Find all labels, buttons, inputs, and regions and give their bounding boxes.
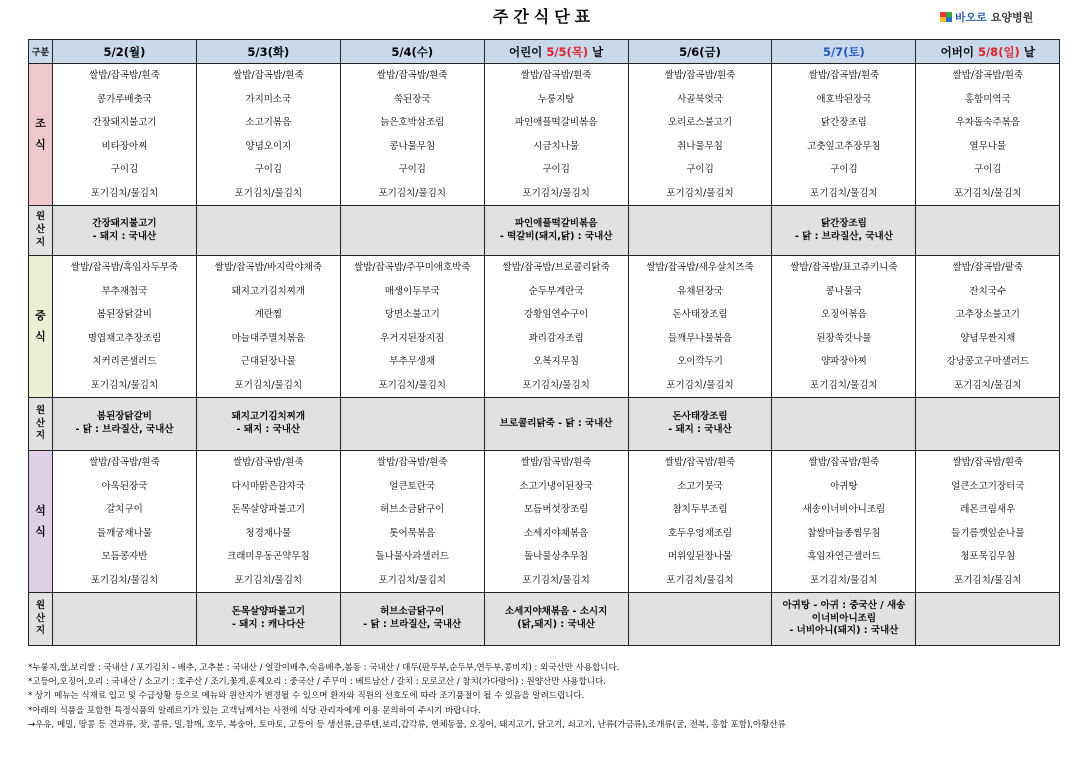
menu-item: 쌀밥/잡곡밥/흰죽 <box>808 70 880 81</box>
dinner-origin-row <box>29 593 1060 646</box>
menu-cell <box>484 256 628 398</box>
day-date: 5/6(금) <box>679 44 721 59</box>
lunch-origin-row <box>29 398 1060 451</box>
origin-cell: 닭간장조림 - 닭 : 브라질산, 국내산 <box>772 206 916 256</box>
menu-item: 양념오이지 <box>245 140 292 152</box>
menu-item: 쌀밥/잡곡밥/흰죽 <box>520 457 592 468</box>
menu-item: 포기김치/물김치 <box>954 187 1022 199</box>
menu-cell <box>916 451 1060 593</box>
menu-item: 고춧잎고추장무침 <box>807 140 881 152</box>
note-line: * 상기 메뉴는 식재료 입고 및 수급상황 등으로 메뉴와 원산지가 변경될 수 있으며 환자와 직원의 선호도에 따라 조기품절이 될 수 있음을 알려드립니다. <box>28 691 585 702</box>
menu-item: 근대된장나물 <box>240 356 296 367</box>
menu-item: 늙은호박삼조림 <box>380 117 445 128</box>
menu-cell <box>196 256 340 398</box>
menu-item: 된장쑥갓나물 <box>816 332 872 344</box>
origin-cell <box>53 593 197 646</box>
note-line: *누룽지,쌀,보리쌀 : 국내산 / 포기김치 - 배추, 고추분 : 국내산 / 얼갈이배추,숙음배추,봄동 : 국내산 / 대두(판두부,순두부,연두부,콩비지) : 외국산만 사용합니다. <box>28 663 620 673</box>
origin-cell: 소세지야채볶음 - 소시지 (닭,돼지) : 국내산 <box>484 593 628 646</box>
menu-item: 쌀밥/잡곡밥/흰죽 <box>233 457 304 468</box>
menu-item: 얼큰토란국 <box>389 480 436 492</box>
origin-cell <box>916 206 1060 256</box>
origin-cell: 허브소금닭구이 - 닭 : 브라질산, 국내산 <box>340 593 484 646</box>
menu-cell <box>628 256 772 398</box>
origin-cell: 간장돼지불고기 - 돼지 : 국내산 <box>53 206 197 256</box>
menu-item: 구이김 <box>974 164 1002 175</box>
menu-item: 잔치국수 <box>969 285 1007 297</box>
origin-cell <box>340 398 484 451</box>
menu-item: 청경채나물 <box>245 527 292 539</box>
menu-item: 애호박된장국 <box>816 93 872 105</box>
header-day <box>340 40 484 64</box>
menu-item: 쌀밥/잡곡밥/새우살치즈죽 <box>646 262 754 273</box>
menu-item: 콩나물무침 <box>389 140 436 152</box>
dinner-row <box>29 451 1060 593</box>
day-date: 5/3(화) <box>247 44 290 59</box>
menu-item: 사골북엇국 <box>677 93 723 105</box>
menu-item: 닭간장조림 <box>820 117 867 128</box>
note-line: →우유, 메밀, 땅콩 등 견과류, 잣, 콩류, 밀,참깨, 호두, 복숭아, 토마토, 고등어 등 생선류,글루텐,보리,갑각류, 연체동물, 오징어, 돼지고기, 닭고기, 쇠고기, 난류(가금류),조개류(굴, 전복, 홍합 포함),아황산류 <box>28 719 786 730</box>
logo-brand: 바오로 <box>955 11 987 24</box>
menu-item: 오이깍두기 <box>677 356 723 367</box>
menu-item: 흑임자연근샐러드 <box>807 551 881 562</box>
menu-item: 치커리콘샐러드 <box>92 356 157 367</box>
header-day <box>772 40 916 64</box>
menu-item: 쌀밥/잡곡밥/흰죽 <box>376 457 448 468</box>
day-date: 5/8(일) <box>977 44 1020 59</box>
origin-cell <box>196 206 340 256</box>
menu-item: 가지미소국 <box>245 93 292 105</box>
menu-item: 톳어묵볶음 <box>389 527 436 539</box>
menu-item: 구이김 <box>110 164 139 175</box>
menu-item: 쌀밥/잡곡밥/흰죽 <box>952 457 1024 468</box>
menu-item: 쌀밥/잡곡밥/흰죽 <box>808 457 880 468</box>
menu-item: 소고기냉이된장국 <box>519 480 593 492</box>
menu-item: 오복지무침 <box>533 356 580 367</box>
menu-item: 소고기뭇국 <box>677 480 723 492</box>
dinner-label: 석 식 <box>29 451 53 593</box>
menu-item: 포기김치/물김치 <box>90 379 159 391</box>
menu-item: 얼큰소고기장터국 <box>951 480 1025 492</box>
menu-item: 포기김치/물김치 <box>378 379 446 391</box>
origin-cell <box>628 593 772 646</box>
breakfast-origin-row <box>29 206 1060 256</box>
menu-item: 시금치나물 <box>533 140 580 152</box>
menu-item: 포기김치/물김치 <box>234 574 303 586</box>
menu-item: 들깨무나물볶음 <box>667 332 733 344</box>
menu-item: 포기김치/물김치 <box>666 379 734 391</box>
menu-item: 포기김치/물김치 <box>378 574 446 586</box>
notes <box>28 661 1068 732</box>
origin-cell <box>340 206 484 256</box>
menu-item: 우차돌숙주볶음 <box>955 117 1020 128</box>
menu-item: 구이김 <box>686 164 714 175</box>
menu-item: 쌀밥/잡곡밥/팥죽 <box>952 262 1024 273</box>
menu-item: 돌나물사과샐러드 <box>375 551 449 562</box>
origin-cell <box>916 593 1060 646</box>
menu-item: 포기김치/물김치 <box>810 574 878 586</box>
menu-item: 청포묵김무침 <box>960 551 1016 562</box>
menu-cell <box>484 64 628 206</box>
menu-item: 아귀탕 <box>830 480 858 492</box>
menu-item: 갈치구이 <box>106 504 143 515</box>
menu-item: 포기김치/물김치 <box>954 574 1022 586</box>
header-day: 어버이 5/8(일) 날 <box>916 40 1060 64</box>
menu-item: 머위잎된장나물 <box>667 551 733 562</box>
day-date: 5/5(목) <box>546 44 589 59</box>
menu-item: 명엽채고추장조림 <box>87 332 162 344</box>
menu-item: 부추재첩국 <box>101 285 148 297</box>
menu-cell <box>340 64 484 206</box>
menu-item: 쌀밥/잡곡밥/흰죽 <box>89 457 160 468</box>
menu-item: 모듬콩자반 <box>101 551 148 562</box>
origin-cell: 돼지고기김치찌개 - 돼지 : 국내산 <box>196 398 340 451</box>
menu-item: 쌀밥/잡곡밥/흑임자두부죽 <box>70 262 179 273</box>
menu-item: 쌀밥/잡곡밥/주꾸미애호박죽 <box>353 262 471 273</box>
menu-item: 쌀밥/잡곡밥/표고쥬키니죽 <box>790 262 898 273</box>
menu-item: 포기김치/물김치 <box>90 187 159 199</box>
menu-item: 쌀밥/잡곡밥/흰죽 <box>664 70 736 81</box>
lunch-row <box>29 256 1060 398</box>
menu-item: 매생이두부국 <box>384 285 440 297</box>
menu-cell <box>53 64 197 206</box>
menu-cell <box>196 451 340 593</box>
menu-item: 쌀밥/잡곡밥/흰죽 <box>233 70 304 81</box>
menu-item: 포기김치/물김치 <box>954 379 1022 391</box>
menu-item: 포기김치/물김치 <box>666 187 734 199</box>
menu-item: 누룽지탕 <box>537 93 575 105</box>
menu-item: 꽈리감자조림 <box>528 332 584 344</box>
menu-item: 간장돼지불고기 <box>92 117 157 128</box>
menu-item: 포기김치/물김치 <box>522 574 590 586</box>
note-line: *고등어,오징어,오리 : 국내산 / 소고기 : 호주산 / 조기,꽃게,훈제오리 : 중국산 / 주꾸미 : 베트남산 / 갈치 : 모로코산 / 참치(가다랑어) : 원양산만 사용합니다. <box>28 677 606 688</box>
menu-item: 비타장아찌 <box>101 140 148 152</box>
menu-item: 레몬크림새우 <box>960 504 1016 515</box>
menu-item: 포기김치/물김치 <box>522 379 590 391</box>
header-row <box>29 40 1060 64</box>
menu-item: 포기김치/물김치 <box>522 187 590 199</box>
menu-item: 쌀밥/잡곡밥/흰죽 <box>376 70 448 81</box>
menu-item: 계란찜 <box>254 309 283 320</box>
menu-cell <box>916 64 1060 206</box>
menu-item: 포기김치/물김치 <box>234 187 303 199</box>
menu-item: 구이김 <box>398 164 426 175</box>
breakfast-label: 조 식 <box>29 64 53 206</box>
origin-label: 원 산 지 <box>29 398 53 451</box>
menu-item: 포기김치/물김치 <box>378 187 446 199</box>
menu-item: 고추장소불고기 <box>955 309 1020 320</box>
menu-item: 포기김치/물김치 <box>234 379 303 391</box>
menu-item: 쌀밥/잡곡밥/흰죽 <box>664 457 736 468</box>
origin-cell: 파인애플떡갈비볶음 - 떡갈비(돼지,닭) : 국내산 <box>484 206 628 256</box>
origin-cell: 돈목살양파불고기 - 돼지 : 캐나다산 <box>196 593 340 646</box>
day-date: 5/7(토) <box>822 44 865 59</box>
menu-item: 당면소불고기 <box>384 309 440 320</box>
menu-item: 포기김치/물김치 <box>666 574 734 586</box>
menu-item: 쌀밥/잡곡밥/흰죽 <box>89 70 160 81</box>
menu-item: 콩나물국 <box>825 285 863 297</box>
menu-item: 아욱된장국 <box>101 480 148 492</box>
menu-item: 포기김치/물김치 <box>810 187 878 199</box>
logo-suffix: 요양병원 <box>990 11 1034 24</box>
menu-cell <box>628 451 772 593</box>
menu-item: 우거지된장지짐 <box>380 332 445 344</box>
origin-cell <box>628 206 772 256</box>
header-day <box>628 40 772 64</box>
menu-item: 모듬버섯장조림 <box>523 504 589 515</box>
menu-item: 찹쌀마늘종찜무침 <box>807 527 881 539</box>
menu-item: 크래미우동곤약무침 <box>227 551 310 562</box>
origin-cell: 돈사태장조림 - 돼지 : 국내산 <box>628 398 772 451</box>
menu-item: 쌀밥/잡곡밥/바지락야채죽 <box>214 262 323 273</box>
menu-item: 쑥된장국 <box>393 93 431 105</box>
header-gubun: 구분 <box>29 40 53 64</box>
menu-item: 홍합미역국 <box>964 93 1011 105</box>
menu-item: 마늘대주멸치볶음 <box>231 332 306 344</box>
menu-item: 구이김 <box>830 164 858 175</box>
menu-cell <box>628 64 772 206</box>
menu-cell <box>53 451 197 593</box>
menu-item: 돈사태장조림 <box>672 309 728 320</box>
menu-item: 유채된장국 <box>677 285 723 297</box>
menu-cell <box>340 451 484 593</box>
menu-item: 돼지고기김치찌개 <box>231 285 306 297</box>
menu-item: 다시마맑은감자국 <box>231 480 306 492</box>
day-date: 5/4(수) <box>391 44 434 59</box>
note-line: *아래의 식품을 포함한 특정식품의 알레르기가 있는 고객님께서는 사전에 식당 관리자에게 이용 문의하여 주시기 바랍니다. <box>28 705 481 716</box>
origin-label: 원 산 지 <box>29 593 53 646</box>
menu-item: 양파장아찌 <box>820 356 867 367</box>
menu-cell <box>916 256 1060 398</box>
breakfast-row <box>29 64 1060 206</box>
menu-cell <box>484 451 628 593</box>
day-date: 5/2(월) <box>103 44 146 59</box>
menu-cell <box>772 64 916 206</box>
menu-item: 돈목살양파불고기 <box>231 504 306 515</box>
menu-cell <box>196 64 340 206</box>
menu-item: 들기름깻잎순나물 <box>951 527 1025 539</box>
menu-item: 쌀밥/잡곡밥/브로콜리닭죽 <box>502 262 610 273</box>
menu-item: 강황임연수구이 <box>523 309 589 320</box>
menu-cell <box>772 451 916 593</box>
menu-item: 들깨궁채나물 <box>96 527 152 539</box>
menu-item: 참치두부조림 <box>672 504 728 515</box>
menu-item: 부추무생채 <box>389 356 436 367</box>
menu-item: 강낭콩고구마샐러드 <box>946 356 1030 367</box>
menu-item: 구이김 <box>254 164 283 175</box>
menu-item: 쌀밥/잡곡밥/흰죽 <box>952 70 1024 81</box>
menu-item: 포기김치/물김치 <box>90 574 159 586</box>
origin-cell <box>772 398 916 451</box>
menu-item: 열무나물 <box>969 140 1007 152</box>
menu-cell <box>53 256 197 398</box>
lunch-label: 중 식 <box>29 256 53 398</box>
menu-item: 파인애플떡갈비볶음 <box>514 117 598 128</box>
header-day <box>53 40 197 64</box>
menu-item: 오징어볶음 <box>820 309 867 320</box>
menu-item: 봄된장닭갈비 <box>96 309 152 320</box>
menu-item: 포기김치/물김치 <box>810 379 878 391</box>
page-title: 주간식단표 <box>492 7 596 26</box>
menu-item: 순두부계란국 <box>528 285 584 297</box>
menu-table <box>28 39 1060 646</box>
header-day <box>196 40 340 64</box>
logo-icon <box>940 12 952 22</box>
menu-item: 허브소금닭구이 <box>380 504 445 515</box>
menu-item: 양념무짠지채 <box>960 332 1016 344</box>
menu-item: 취나물무침 <box>677 140 723 152</box>
menu-item: 돌나물상추무침 <box>523 551 589 562</box>
menu-item: 소세지야채볶음 <box>523 527 589 539</box>
menu-item: 소고기볶음 <box>245 117 292 128</box>
menu-item: 콩가루배춧국 <box>96 93 152 105</box>
menu-cell <box>772 256 916 398</box>
origin-cell <box>916 398 1060 451</box>
origin-cell: 봄된장닭갈비 - 닭 : 브라질산, 국내산 <box>53 398 197 451</box>
menu-cell <box>340 256 484 398</box>
menu-item: 새송이너비아니조림 <box>802 504 886 515</box>
hospital-logo <box>940 9 1033 25</box>
menu-item: 쌀밥/잡곡밥/흰죽 <box>520 70 592 81</box>
menu-item: 호두우엉채조림 <box>667 527 733 539</box>
origin-cell: 아귀탕 - 아귀 : 중국산 / 새송 이너비아니조림 - 너비아니(돼지) : 국내산 <box>772 593 916 646</box>
origin-label: 원 산 지 <box>29 206 53 256</box>
menu-item: 오리로스불고기 <box>667 117 733 128</box>
origin-cell: 브로콜리닭죽 - 닭 : 국내산 <box>484 398 628 451</box>
header-day: 어린이 5/5(목) 날 <box>484 40 628 64</box>
menu-item: 구이김 <box>542 164 570 175</box>
